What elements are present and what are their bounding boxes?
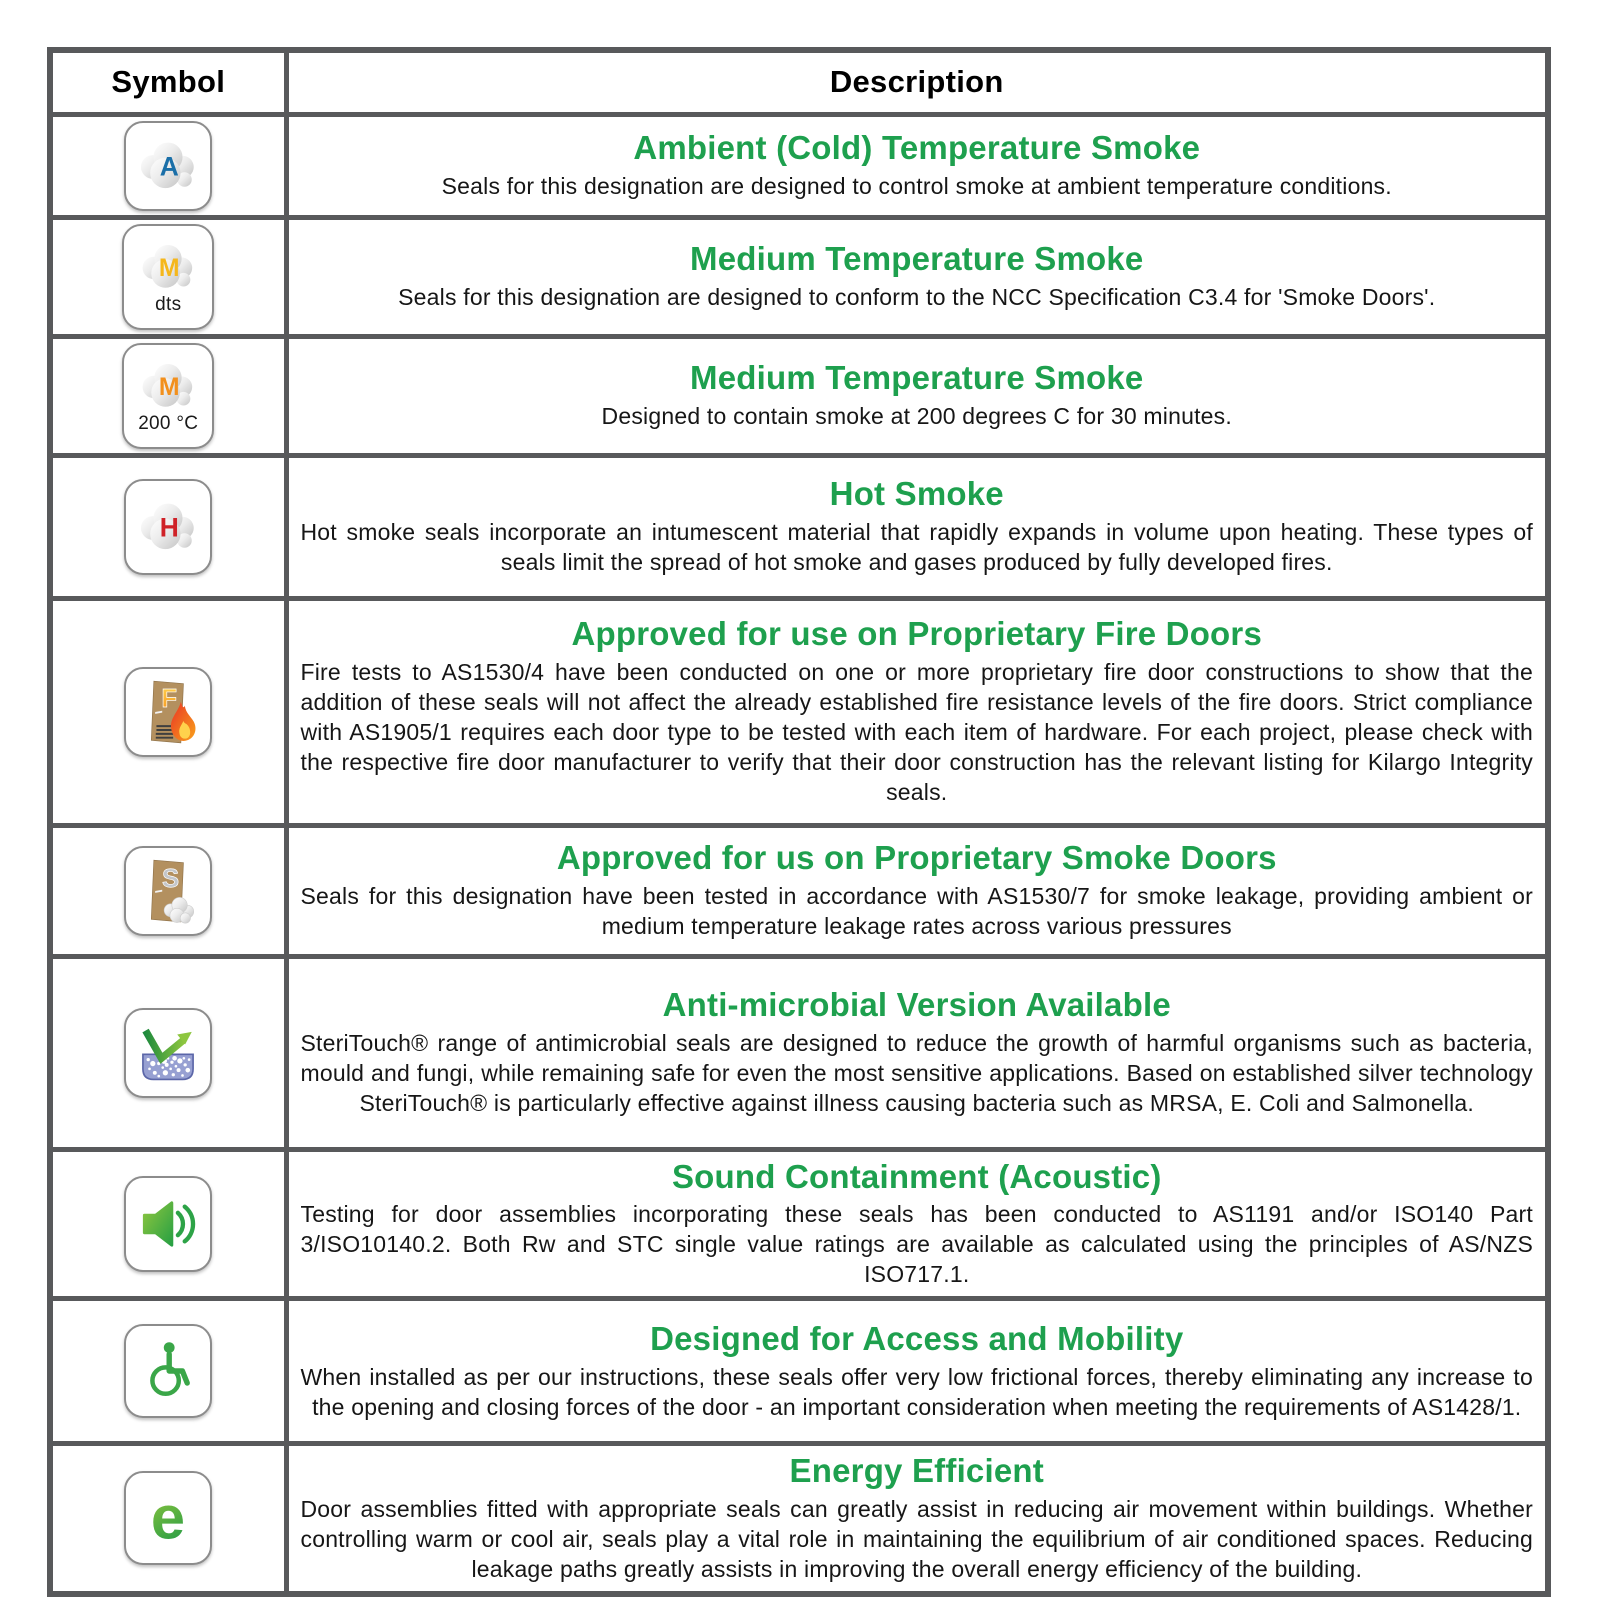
description-cell: [286, 1444, 1548, 1594]
row-title: Medium Temperature Smoke: [690, 359, 1144, 397]
description-cell: [286, 1299, 1548, 1444]
row-description: Seals for this designation have been tested in accordance with AS1530/7 for smoke leakage, providing ambient or medium temperature leakage rates across various pressures: [300, 883, 1533, 939]
table-row-medium-smoke-dts: [50, 217, 1548, 336]
icon-letter: S: [162, 864, 180, 893]
icon-letter: A: [160, 151, 180, 182]
cloud-icon: [135, 498, 201, 556]
symbol-cell: [50, 455, 286, 598]
table-row-acoustic: [50, 1149, 1548, 1299]
symbol-cell: [50, 1299, 286, 1444]
row-description: SteriTouch® range of antimicrobial seals are designed to reduce the growth of harmful organisms such as bacteria, mould and fungi, while remaining safe for even the most sensitive applications. Based on established silver technology SteriTouch® is particularly effective against illness causing bacteria such as MRSA, E. Coli and Salmonella.: [300, 1030, 1533, 1116]
row-description: Designed to contain smoke at 200 degrees C for 30 minutes.: [601, 403, 1232, 430]
wheelchair-graphic: [138, 1339, 198, 1403]
table-row-access-mobility: [50, 1299, 1548, 1444]
energy-efficient-icon: [124, 1471, 212, 1565]
symbol-cell: [50, 825, 286, 956]
smoke-door-graphic: [137, 855, 199, 927]
icon-sublabel: 200 °C: [138, 412, 199, 434]
row-title: Medium Temperature Smoke: [690, 240, 1144, 278]
row-description: Fire tests to AS1530/4 have been conducted on one or more proprietary fire door constructions to show that the addition of these seals will not affect the already established fire resistance levels of the fire doors. Strict compliance with AS1905/1 requires each door type to be tested with each item of hardware. For each project, please check with the respective fire door manufacturer to verify that their door construction has the relevant listing for Kilargo Integrity seals.: [300, 659, 1533, 805]
row-description: Hot smoke seals incorporate an intumescent material that rapidly expands in volume upon heating. These types of seals limit the spread of hot smoke and gases produced by fully developed fires.: [300, 519, 1533, 575]
table-row-medium-smoke-200c: [50, 336, 1548, 455]
description-cell: [286, 217, 1548, 336]
cloud-icon: [135, 137, 201, 195]
icon-letter: H: [160, 512, 180, 543]
anti-microbial-icon: [124, 1008, 212, 1098]
table-row-hot-smoke: [50, 455, 1548, 598]
row-title: Anti-microbial Version Available: [662, 986, 1171, 1024]
row-title: Sound Containment (Acoustic): [671, 1157, 1162, 1195]
medium-smoke-dts-cloud-icon: [122, 224, 214, 330]
row-title: Approved for use on Proprietary Fire Doors: [571, 615, 1263, 653]
row-description: Testing for door assemblies incorporating these seals has been conducted to AS1191 and/or ISO140 Part 3/ISO10140.2. Both Rw and STC single value ratings are available as calculated using the principles of AS/NZS ISO717.1.: [300, 1201, 1533, 1288]
row-description: When installed as per our instructions, these seals offer very low frictional forces, thereby eliminating any increase to the opening and closing forces of the door - an important consideration when meeting the requirements of AS1428/1.: [300, 1363, 1533, 1420]
symbol-cell: [50, 114, 286, 217]
row-description: Seals for this designation are designed to conform to the NCC Specification C3.4 for 'Smoke Doors'.: [398, 284, 1436, 311]
table-row-energy-efficient: [50, 1444, 1548, 1594]
icon-letter: F: [161, 684, 178, 713]
description-cell: [286, 598, 1548, 825]
hot-smoke-cloud-icon: [124, 479, 212, 575]
fire-door-graphic: [137, 676, 199, 748]
acoustic-speaker-icon: [124, 1176, 212, 1272]
description-cell: [286, 455, 1548, 598]
row-title: Designed for Access and Mobility: [650, 1319, 1184, 1357]
speaker-graphic: [137, 1193, 199, 1255]
icon-letter: e: [151, 1486, 186, 1551]
description-cell: [286, 336, 1548, 455]
description-cell: [286, 114, 1548, 217]
table-row-smoke-doors: [50, 825, 1548, 956]
row-title: Energy Efficient: [789, 1452, 1044, 1490]
medium-smoke-200c-cloud-icon: [122, 343, 214, 449]
row-title: Approved for us on Proprietary Smoke Doors: [556, 839, 1277, 877]
energy-letter-graphic: [136, 1486, 200, 1550]
anti-microbial-graphic: [135, 1020, 201, 1086]
description-cell: [286, 956, 1548, 1149]
cloud-icon: [137, 359, 199, 413]
description-column-header: Description: [286, 50, 1548, 114]
symbol-description-table: [47, 47, 1551, 1597]
icon-letter: M: [159, 254, 180, 282]
description-cell: [286, 1149, 1548, 1299]
row-description: Door assemblies fitted with appropriate seals can greatly assist in reducing air movement within buildings. Whether controlling warm or cool air, seals play a vital role in maintaining the equilibrium of air conditioned spaces. Reducing leakage paths greatly assists in improving the overall energy efficiency of the building.: [300, 1496, 1533, 1582]
description-cell: [286, 825, 1548, 956]
row-title: Ambient (Cold) Temperature Smoke: [633, 129, 1201, 167]
symbol-cell: [50, 598, 286, 825]
symbol-cell: [50, 1149, 286, 1299]
ambient-smoke-cloud-icon: [124, 121, 212, 211]
table-row-fire-doors: [50, 598, 1548, 825]
symbol-column-header: Symbol: [50, 50, 286, 114]
symbol-cell: [50, 1444, 286, 1594]
smoke-door-icon: [124, 846, 212, 936]
symbol-cell: [50, 956, 286, 1149]
row-title: Hot Smoke: [829, 475, 1004, 513]
row-description: Seals for this designation are designed to control smoke at ambient temperature conditions.: [441, 173, 1392, 200]
cloud-icon: [137, 240, 199, 294]
symbol-cell: [50, 217, 286, 336]
wheelchair-access-icon: [124, 1324, 212, 1418]
icon-letter: M: [159, 373, 180, 401]
symbol-cell: [50, 336, 286, 455]
icon-sublabel: dts: [155, 293, 182, 315]
header-row: [50, 50, 1548, 114]
table-row-anti-microbial: [50, 956, 1548, 1149]
table-row-ambient-smoke: [50, 114, 1548, 217]
fire-door-icon: [124, 667, 212, 757]
